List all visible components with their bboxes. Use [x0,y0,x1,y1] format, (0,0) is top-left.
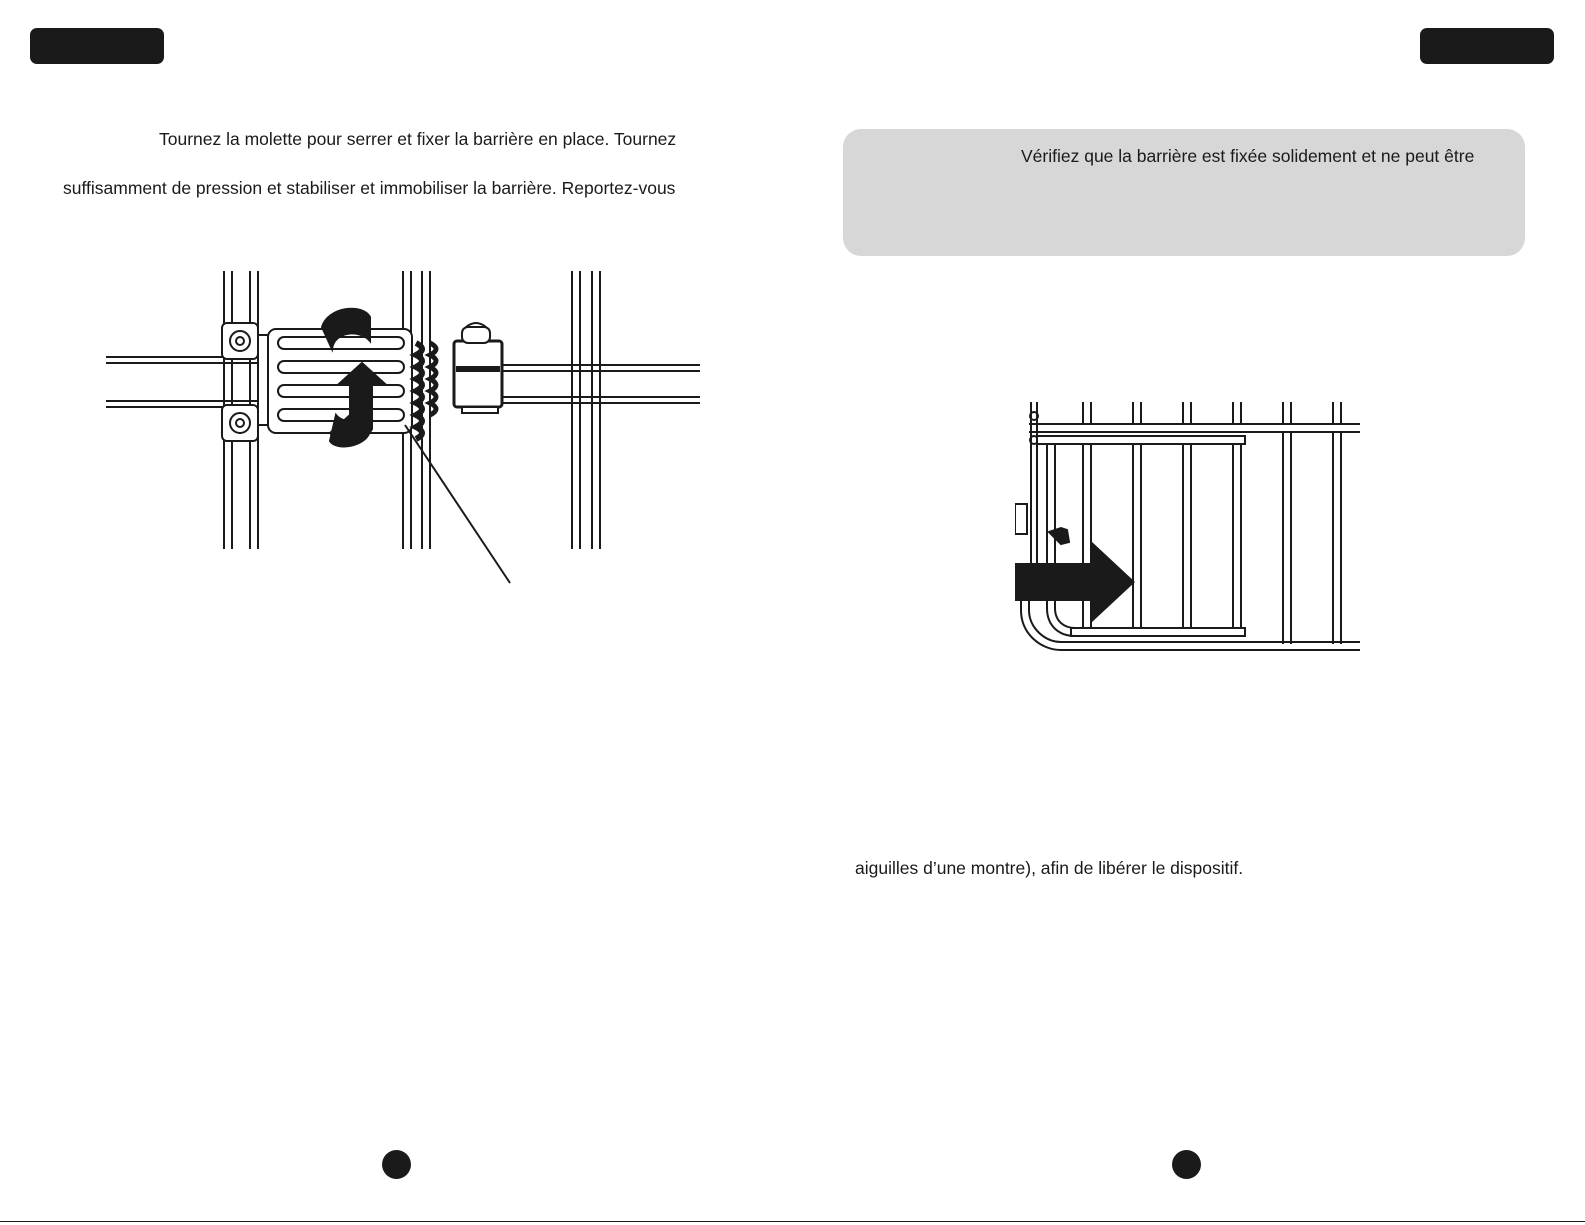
bottom-trim-line [0,1221,1585,1222]
left-header-tab [30,28,164,64]
note-text: Vérifiez que la barrière est fixée solidement et ne peut être [1021,146,1475,166]
right-page-number-dot [1172,1150,1201,1179]
left-text-line-2: suffisamment de pression et stabiliser et immobiliser la barrière. Reportez-vous [63,178,676,198]
knob-rotation-illustration [100,265,710,595]
left-text-line-1: Tournez la molette pour serrer et fixer la barrière en place. Tournez [159,129,677,149]
right-text-line: aiguilles d’une montre), afin de libérer le dispositif. [855,858,1244,878]
right-header-tab [1420,28,1554,64]
left-page-number-dot [382,1150,411,1179]
gate-push-arrow-illustration [1015,398,1365,658]
